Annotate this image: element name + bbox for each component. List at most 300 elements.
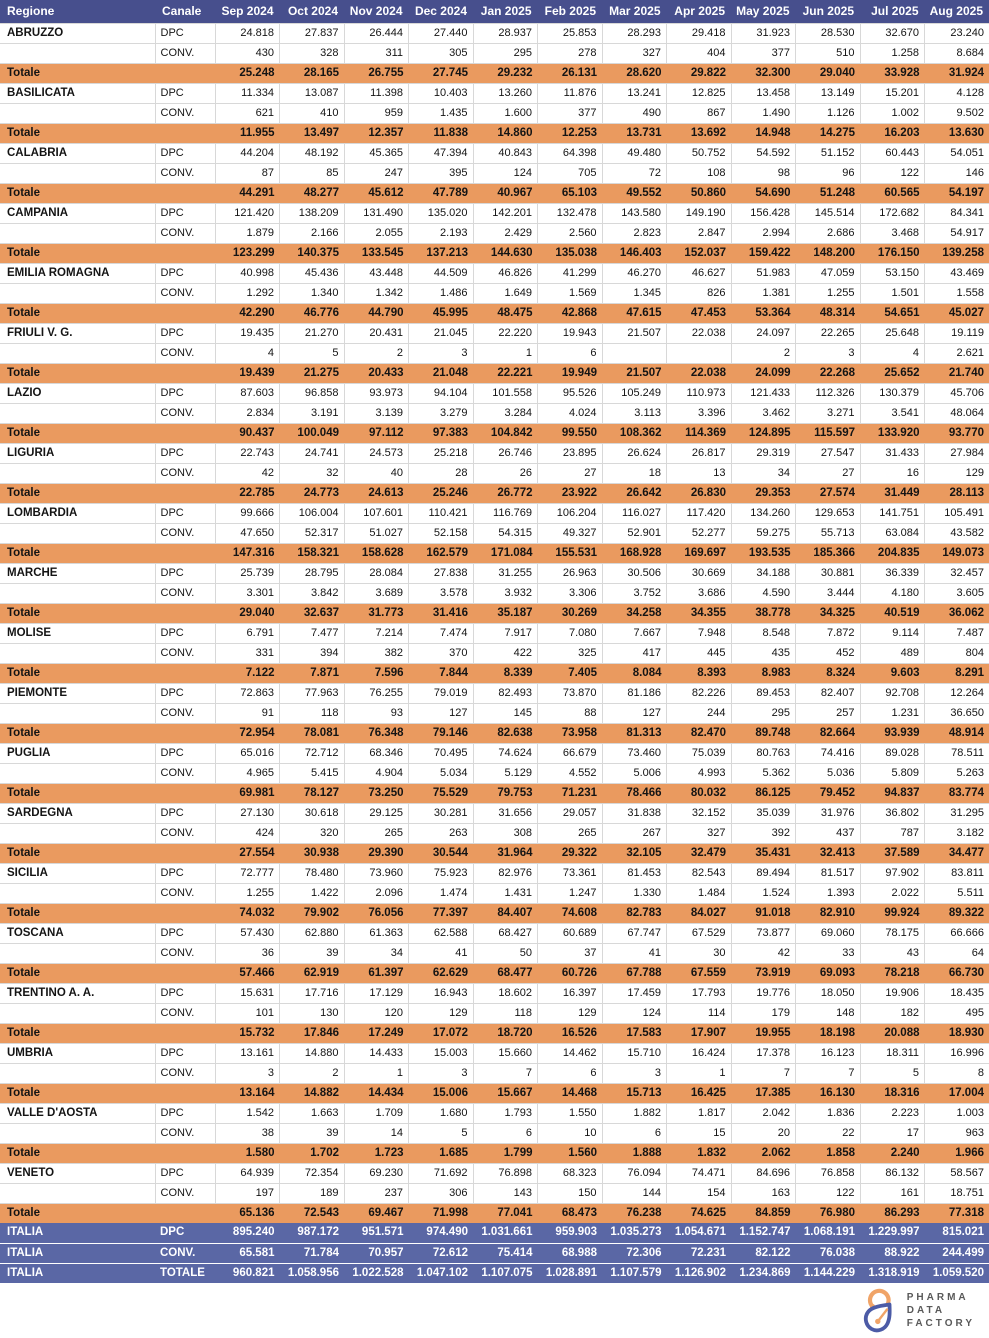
value-cell: 1.255	[215, 883, 280, 903]
value-cell: 30	[667, 943, 732, 963]
value-cell: 4.904	[344, 763, 409, 783]
value-cell: 5.034	[409, 763, 474, 783]
value-cell: 80.763	[731, 743, 796, 763]
value-cell: 11.876	[538, 83, 603, 103]
totale-value-cell: 74.625	[667, 1203, 732, 1223]
value-cell: 61.363	[344, 923, 409, 943]
region-name-cell-empty	[0, 403, 155, 423]
value-cell: 59.275	[731, 523, 796, 543]
region-totale-row	[0, 423, 989, 443]
region-name-cell: UMBRIA	[0, 1043, 155, 1063]
value-cell: 76.255	[344, 683, 409, 703]
value-cell: 19.906	[860, 983, 925, 1003]
value-cell: 30.618	[280, 803, 345, 823]
value-cell: 1.542	[215, 1103, 280, 1123]
region-totale-row	[0, 603, 989, 623]
value-cell: 135.020	[409, 203, 474, 223]
value-cell: 122	[860, 163, 925, 183]
value-cell: 705	[538, 163, 603, 183]
value-cell: 26.963	[538, 563, 603, 583]
value-cell: 51.152	[796, 143, 861, 163]
value-cell: 161	[860, 1183, 925, 1203]
value-cell: 45.436	[280, 263, 345, 283]
totale-value-cell: 1.832	[667, 1143, 732, 1163]
value-cell: 4.128	[925, 83, 989, 103]
channel-cell: CONV.	[155, 1003, 215, 1023]
totale-value-cell: 16.526	[538, 1023, 603, 1043]
totale-value-cell: 82.910	[796, 903, 861, 923]
value-cell: 1.663	[280, 1103, 345, 1123]
value-cell: 9.502	[925, 103, 989, 123]
totale-value-cell: 78.218	[860, 963, 925, 983]
region-conv-row	[0, 463, 989, 483]
italia-summary-row	[0, 1243, 989, 1263]
totale-value-cell: 1.966	[925, 1143, 989, 1163]
value-cell: 14.462	[538, 1043, 603, 1063]
value-cell: 93.973	[344, 383, 409, 403]
totale-value-cell: 1.858	[796, 1143, 861, 1163]
totale-value-cell: 84.027	[667, 903, 732, 923]
value-cell: 189	[280, 1183, 345, 1203]
totale-value-cell: 7.596	[344, 663, 409, 683]
region-conv-row	[0, 43, 989, 63]
channel-cell: DPC	[155, 863, 215, 883]
logo-line-data: DATA	[907, 1304, 975, 1317]
channel-cell: CONV.	[155, 523, 215, 543]
value-cell: 3	[409, 343, 474, 363]
totale-value-cell: 1.799	[473, 1143, 538, 1163]
totale-label-cell: Totale	[0, 1083, 155, 1103]
channel-cell: DPC	[155, 923, 215, 943]
value-cell: 81.517	[796, 863, 861, 883]
value-cell: 10	[538, 1123, 603, 1143]
value-cell: 120	[344, 1003, 409, 1023]
totale-value-cell: 30.938	[280, 843, 345, 863]
channel-cell: CONV.	[155, 763, 215, 783]
value-cell: 72.777	[215, 863, 280, 883]
italia-value-cell: 974.490	[409, 1223, 474, 1243]
value-cell: 28.293	[602, 23, 667, 43]
value-cell: 16.943	[409, 983, 474, 1003]
value-cell: 112.326	[796, 383, 861, 403]
value-cell: 67.747	[602, 923, 667, 943]
region-conv-row	[0, 103, 989, 123]
italia-value-cell: 1.031.661	[473, 1223, 538, 1243]
value-cell: 8	[925, 1063, 989, 1083]
value-cell: 5.511	[925, 883, 989, 903]
value-cell: 148	[796, 1003, 861, 1023]
value-cell: 1.393	[796, 883, 861, 903]
totale-value-cell: 26.642	[602, 483, 667, 503]
totale-label-cell: Totale	[0, 123, 155, 143]
value-cell: 124	[602, 1003, 667, 1023]
totale-value-cell: 76.056	[344, 903, 409, 923]
totale-value-cell: 17.249	[344, 1023, 409, 1043]
totale-value-cell: 21.740	[925, 363, 989, 383]
value-cell: 33	[796, 943, 861, 963]
value-cell: 490	[602, 103, 667, 123]
value-cell: 55.713	[796, 523, 861, 543]
value-cell: 132.478	[538, 203, 603, 223]
value-cell: 27.440	[409, 23, 474, 43]
totale-label-cell: Totale	[0, 1023, 155, 1043]
value-cell: 156.428	[731, 203, 796, 223]
value-cell: 38	[215, 1123, 280, 1143]
value-cell: 64	[925, 943, 989, 963]
value-cell: 141.751	[860, 503, 925, 523]
value-cell: 5	[280, 343, 345, 363]
italia-value-cell: 1.068.191	[796, 1223, 861, 1243]
region-conv-row	[0, 763, 989, 783]
value-cell: 7.477	[280, 623, 345, 643]
region-name-cell-empty	[0, 823, 155, 843]
region-conv-row	[0, 703, 989, 723]
value-cell: 11.398	[344, 83, 409, 103]
value-cell	[667, 343, 732, 363]
totale-value-cell: 86.125	[731, 783, 796, 803]
value-cell: 134.260	[731, 503, 796, 523]
value-cell: 430	[215, 43, 280, 63]
value-cell: 101.558	[473, 383, 538, 403]
region-dpc-row	[0, 263, 989, 283]
totale-value-cell: 22.038	[667, 363, 732, 383]
value-cell: 16.123	[796, 1043, 861, 1063]
value-cell: 2	[731, 343, 796, 363]
totale-value-cell: 26.755	[344, 63, 409, 83]
value-cell: 1.569	[538, 283, 603, 303]
totale-value-cell: 37.589	[860, 843, 925, 863]
value-cell: 28.084	[344, 563, 409, 583]
totale-value-cell: 159.422	[731, 243, 796, 263]
value-cell: 58.567	[925, 1163, 989, 1183]
value-cell: 30.506	[602, 563, 667, 583]
totale-value-cell: 34.325	[796, 603, 861, 623]
value-cell: 54.315	[473, 523, 538, 543]
column-header-regione: Regione	[0, 0, 155, 23]
value-cell: 265	[538, 823, 603, 843]
totale-value-cell: 78.081	[280, 723, 345, 743]
value-cell: 1.524	[731, 883, 796, 903]
region-conv-row	[0, 883, 989, 903]
value-cell: 1.231	[860, 703, 925, 723]
totale-value-cell: 155.531	[538, 543, 603, 563]
totale-value-cell: 8.291	[925, 663, 989, 683]
column-header-jan-2025: Jan 2025	[473, 0, 538, 23]
totale-value-cell: 74.032	[215, 903, 280, 923]
totale-value-cell: 38.778	[731, 603, 796, 623]
value-cell: 118	[473, 1003, 538, 1023]
value-cell: 84.696	[731, 1163, 796, 1183]
value-cell: 1.431	[473, 883, 538, 903]
value-cell: 5.036	[796, 763, 861, 783]
value-cell: 2.621	[925, 343, 989, 363]
totale-label-cell: Totale	[0, 543, 155, 563]
italia-value-cell: 1.054.671	[667, 1223, 732, 1243]
totale-value-cell: 93.770	[925, 423, 989, 443]
value-cell: 2.847	[667, 223, 732, 243]
value-cell: 247	[344, 163, 409, 183]
region-name-cell-empty	[0, 643, 155, 663]
value-cell: 29.057	[538, 803, 603, 823]
value-cell: 88	[538, 703, 603, 723]
value-cell: 72.863	[215, 683, 280, 703]
value-cell: 327	[667, 823, 732, 843]
value-cell: 2.022	[860, 883, 925, 903]
italia-value-cell: 68.988	[538, 1243, 603, 1263]
totale-value-cell: 65.136	[215, 1203, 280, 1223]
value-cell: 91	[215, 703, 280, 723]
channel-cell: DPC	[155, 263, 215, 283]
value-cell: 32.152	[667, 803, 732, 823]
value-cell: 78.511	[925, 743, 989, 763]
value-cell: 1.550	[538, 1103, 603, 1123]
totale-value-cell: 94.837	[860, 783, 925, 803]
value-cell: 72.712	[280, 743, 345, 763]
totale-value-cell: 62.629	[409, 963, 474, 983]
totale-value-cell: 53.364	[731, 303, 796, 323]
channel-cell: CONV.	[155, 343, 215, 363]
value-cell: 1.474	[409, 883, 474, 903]
value-cell: 23.240	[925, 23, 989, 43]
value-cell	[602, 343, 667, 363]
value-cell: 24.741	[280, 443, 345, 463]
channel-cell: CONV.	[155, 943, 215, 963]
totale-value-cell: 69.467	[344, 1203, 409, 1223]
totale-value-cell: 44.291	[215, 183, 280, 203]
value-cell: 325	[538, 643, 603, 663]
logo-line-factory: FACTORY	[907, 1317, 975, 1330]
channel-cell-empty	[155, 543, 215, 563]
italia-value-cell: 75.414	[473, 1243, 538, 1263]
totale-value-cell: 12.253	[538, 123, 603, 143]
value-cell: 48.064	[925, 403, 989, 423]
value-cell: 106.204	[538, 503, 603, 523]
value-cell: 36.650	[925, 703, 989, 723]
totale-value-cell: 29.040	[796, 63, 861, 83]
totale-value-cell: 73.250	[344, 783, 409, 803]
value-cell: 11.334	[215, 83, 280, 103]
region-totale-row	[0, 1143, 989, 1163]
value-cell: 7.872	[796, 623, 861, 643]
value-cell: 121.420	[215, 203, 280, 223]
italia-channel-cell: CONV.	[155, 1243, 215, 1263]
totale-value-cell: 79.902	[280, 903, 345, 923]
channel-cell: CONV.	[155, 103, 215, 123]
totale-value-cell: 29.040	[215, 603, 280, 623]
totale-value-cell: 79.146	[409, 723, 474, 743]
channel-cell-empty	[155, 1203, 215, 1223]
value-cell: 1.501	[860, 283, 925, 303]
region-dpc-row	[0, 743, 989, 763]
value-cell: 25.648	[860, 323, 925, 343]
value-cell: 320	[280, 823, 345, 843]
value-cell: 2.994	[731, 223, 796, 243]
value-cell: 244	[667, 703, 732, 723]
totale-value-cell: 97.383	[409, 423, 474, 443]
totale-value-cell: 133.920	[860, 423, 925, 443]
totale-value-cell: 47.453	[667, 303, 732, 323]
totale-value-cell: 69.981	[215, 783, 280, 803]
value-cell: 69.230	[344, 1163, 409, 1183]
value-cell: 29.418	[667, 23, 732, 43]
value-cell: 3.284	[473, 403, 538, 423]
value-cell: 17.459	[602, 983, 667, 1003]
totale-value-cell: 18.316	[860, 1083, 925, 1103]
column-header-aug-2025: Aug 2025	[925, 0, 989, 23]
totale-value-cell: 32.637	[280, 603, 345, 623]
italia-value-cell: 71.784	[280, 1243, 345, 1263]
value-cell: 27.130	[215, 803, 280, 823]
value-cell: 417	[602, 643, 667, 663]
value-cell: 17.793	[667, 983, 732, 1003]
channel-cell: CONV.	[155, 1123, 215, 1143]
value-cell: 145	[473, 703, 538, 723]
totale-value-cell: 162.579	[409, 543, 474, 563]
italia-value-cell: 1.059.520	[925, 1263, 989, 1283]
region-name-cell: SARDEGNA	[0, 803, 155, 823]
totale-value-cell: 27.554	[215, 843, 280, 863]
totale-value-cell: 54.197	[925, 183, 989, 203]
totale-value-cell: 24.099	[731, 363, 796, 383]
totale-value-cell: 47.615	[602, 303, 667, 323]
totale-value-cell: 22.268	[796, 363, 861, 383]
value-cell: 7.917	[473, 623, 538, 643]
value-cell: 4	[215, 343, 280, 363]
value-cell: 28.795	[280, 563, 345, 583]
totale-value-cell: 17.907	[667, 1023, 732, 1043]
totale-value-cell: 32.105	[602, 843, 667, 863]
value-cell: 26.817	[667, 443, 732, 463]
pharma-data-factory-logo-text	[907, 1291, 975, 1330]
totale-value-cell: 44.790	[344, 303, 409, 323]
totale-value-cell: 77.318	[925, 1203, 989, 1223]
totale-value-cell: 13.164	[215, 1083, 280, 1103]
column-header-nov-2024: Nov 2024	[344, 0, 409, 23]
value-cell: 31.656	[473, 803, 538, 823]
totale-value-cell: 16.425	[667, 1083, 732, 1103]
value-cell: 32	[280, 463, 345, 483]
totale-value-cell: 46.776	[280, 303, 345, 323]
value-cell: 1.490	[731, 103, 796, 123]
totale-value-cell: 17.385	[731, 1083, 796, 1103]
value-cell: 1.649	[473, 283, 538, 303]
value-cell: 18.050	[796, 983, 861, 1003]
value-cell: 4	[860, 343, 925, 363]
region-dpc-row	[0, 323, 989, 343]
value-cell: 306	[409, 1183, 474, 1203]
column-header-feb-2025: Feb 2025	[538, 0, 603, 23]
totale-value-cell: 69.093	[796, 963, 861, 983]
value-cell: 145.514	[796, 203, 861, 223]
value-cell: 97.902	[860, 863, 925, 883]
value-cell: 26	[473, 463, 538, 483]
totale-value-cell: 1.580	[215, 1143, 280, 1163]
value-cell: 31.255	[473, 563, 538, 583]
value-cell: 424	[215, 823, 280, 843]
value-cell: 4.024	[538, 403, 603, 423]
value-cell: 445	[667, 643, 732, 663]
value-cell: 31.295	[925, 803, 989, 823]
value-cell: 1.709	[344, 1103, 409, 1123]
value-cell: 2	[344, 343, 409, 363]
value-cell: 79.019	[409, 683, 474, 703]
italia-value-cell: 987.172	[280, 1223, 345, 1243]
value-cell: 129	[538, 1003, 603, 1023]
region-name-cell-empty	[0, 163, 155, 183]
channel-cell-empty	[155, 423, 215, 443]
value-cell: 57.430	[215, 923, 280, 943]
value-cell: 43.582	[925, 523, 989, 543]
value-cell: 404	[667, 43, 732, 63]
region-totale-row	[0, 543, 989, 563]
channel-cell: CONV.	[155, 463, 215, 483]
value-cell: 74.624	[473, 743, 538, 763]
value-cell: 30.281	[409, 803, 474, 823]
channel-cell: CONV.	[155, 1183, 215, 1203]
italia-value-cell: 1.234.869	[731, 1263, 796, 1283]
totale-value-cell: 19.955	[731, 1023, 796, 1043]
totale-value-cell: 48.914	[925, 723, 989, 743]
region-conv-row	[0, 943, 989, 963]
totale-value-cell: 54.651	[860, 303, 925, 323]
totale-value-cell: 77.041	[473, 1203, 538, 1223]
totale-value-cell: 1.723	[344, 1143, 409, 1163]
value-cell: 7.948	[667, 623, 732, 643]
value-cell: 435	[731, 643, 796, 663]
value-cell: 7.474	[409, 623, 474, 643]
value-cell: 15.710	[602, 1043, 667, 1063]
region-name-cell: LAZIO	[0, 383, 155, 403]
value-cell: 143	[473, 1183, 538, 1203]
totale-value-cell: 40.519	[860, 603, 925, 623]
value-cell: 73.870	[538, 683, 603, 703]
totale-value-cell: 124.895	[731, 423, 796, 443]
totale-value-cell: 29.322	[538, 843, 603, 863]
value-cell: 73.877	[731, 923, 796, 943]
italia-value-cell: 959.903	[538, 1223, 603, 1243]
totale-label-cell: Totale	[0, 663, 155, 683]
value-cell: 78.480	[280, 863, 345, 883]
value-cell: 3.686	[667, 583, 732, 603]
value-cell: 1.600	[473, 103, 538, 123]
value-cell: 14	[344, 1123, 409, 1143]
value-cell: 146	[925, 163, 989, 183]
totale-value-cell: 15.732	[215, 1023, 280, 1043]
value-cell: 2.193	[409, 223, 474, 243]
region-name-cell: PUGLIA	[0, 743, 155, 763]
value-cell: 101	[215, 1003, 280, 1023]
value-cell: 107.601	[344, 503, 409, 523]
totale-value-cell: 77.397	[409, 903, 474, 923]
value-cell: 22.743	[215, 443, 280, 463]
value-cell: 22	[796, 1123, 861, 1143]
region-totale-row	[0, 1023, 989, 1043]
totale-value-cell: 82.470	[667, 723, 732, 743]
value-cell: 24.097	[731, 323, 796, 343]
value-cell: 1	[667, 1063, 732, 1083]
totale-value-cell: 82.638	[473, 723, 538, 743]
italia-channel-cell: TOTALE	[155, 1263, 215, 1283]
totale-value-cell: 65.103	[538, 183, 603, 203]
region-totale-row	[0, 63, 989, 83]
totale-value-cell: 82.664	[796, 723, 861, 743]
totale-value-cell: 26.830	[667, 483, 732, 503]
totale-value-cell: 54.690	[731, 183, 796, 203]
value-cell: 48.192	[280, 143, 345, 163]
value-cell: 26.624	[602, 443, 667, 463]
totale-label-cell: Totale	[0, 363, 155, 383]
value-cell: 45.706	[925, 383, 989, 403]
